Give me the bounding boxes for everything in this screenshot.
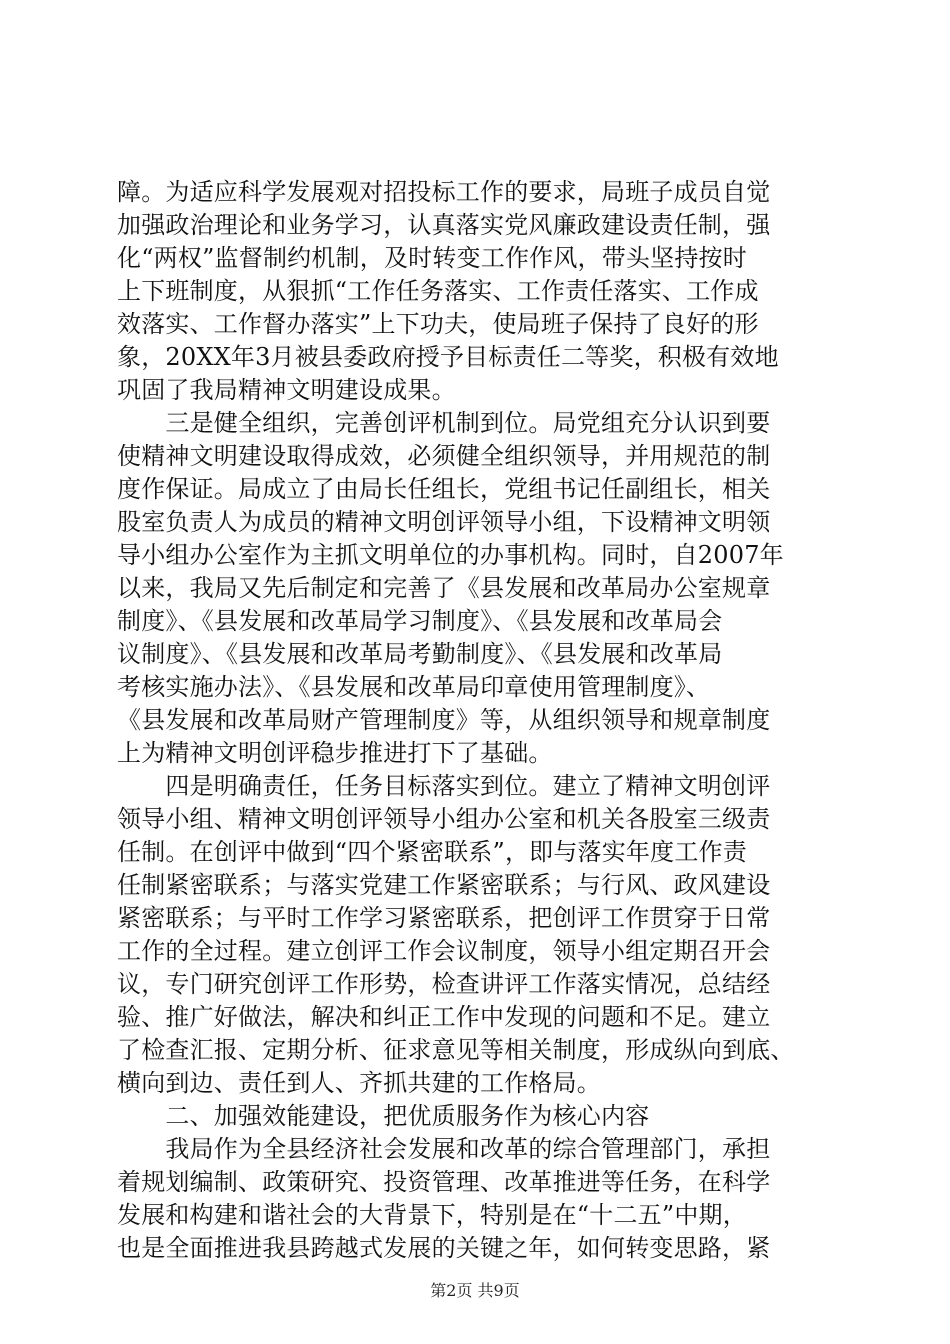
text-line: 任制紧密联系；与落实党建工作紧密联系；与行风、政风建设	[117, 871, 771, 899]
text-line: 了检查汇报、定期分析、征求意见等相关制度，形成纵向到底、	[117, 1036, 795, 1064]
text-line: 度作保证。局成立了由局长任组长，党组书记任副组长，相关	[117, 475, 771, 503]
text-line: 议，专门研究创评工作形势，检查讲评工作落实情况，总结经	[117, 970, 771, 998]
text-line: 紧密联系；与平时工作学习紧密联系，把创评工作贯穿于日常	[117, 904, 771, 932]
text-line: 任制。在创评中做到“四个紧密联系”，即与落实年度工作责	[117, 838, 747, 866]
text-line: 横向到边、责任到人、齐抓共建的工作格局。	[117, 1069, 601, 1097]
text-line: 加强政治理论和业务学习，认真落实党风廉政建设责任制，强	[117, 211, 771, 239]
text-line: 象，20XX年3月被县委政府授予目标责任二等奖，积极有效地	[117, 343, 779, 371]
text-line: 化“两权”监督制约机制，及时转变工作作风，带头坚持按时	[117, 244, 747, 272]
text-line: 以来，我局又先后制定和完善了《县发展和改革局办公室规章	[117, 574, 771, 602]
text-line: 效落实、工作督办落实”上下功夫，使局班子保持了良好的形	[117, 310, 759, 338]
text-line: 验、推广好做法，解决和纠正工作中发现的问题和不足。建立	[117, 1003, 771, 1031]
page-number-footer: 第2页 共9页	[430, 1281, 520, 1300]
text-line: 领导小组、精神文明创评领导小组办公室和机关各股室三级责	[117, 805, 771, 833]
text-line: 使精神文明建设取得成效，必须健全组织领导，并用规范的制	[117, 442, 771, 470]
section-heading-line: 二、加强效能建设，把优质服务作为核心内容	[117, 1102, 650, 1130]
text-line: 《县发展和改革局财产管理制度》等，从组织领导和规章制度	[117, 706, 771, 734]
text-line: 也是全面推进我县跨越式发展的关键之年，如何转变思路，紧	[117, 1234, 771, 1262]
text-line: 障。为适应科学发展观对招投标工作的要求，局班子成员自觉	[117, 178, 771, 206]
paragraph-start-line: 三是健全组织，完善创评机制到位。局党组充分认识到要	[117, 409, 771, 437]
text-line: 导小组办公室作为主抓文明单位的办事机构。同时，自2007年	[117, 541, 784, 569]
text-line: 考核实施办法》、《县发展和改革局印章使用管理制度》、	[117, 673, 711, 701]
text-line: 上为精神文明创评稳步推进打下了基础。	[117, 739, 553, 767]
paragraph-start-line: 四是明确责任，任务目标落实到位。建立了精神文明创评	[117, 772, 771, 800]
text-line: 工作的全过程。建立创评工作会议制度，领导小组定期召开会	[117, 937, 771, 965]
text-line: 股室负责人为成员的精神文明创评领导小组，下设精神文明领	[117, 508, 771, 536]
text-line: 巩固了我局精神文明建设成果。	[117, 376, 456, 404]
text-line: 发展和构建和谐社会的大背景下，特别是在“十二五”中期，	[117, 1201, 747, 1229]
text-line: 议制度》、《县发展和改革局考勤制度》、《县发展和改革局	[117, 640, 723, 668]
text-line: 上下班制度，从狠抓“工作任务落实、工作责任落实、工作成	[117, 277, 759, 305]
text-line: 制度》、《县发展和改革局学习制度》、《县发展和改革局会	[117, 607, 723, 635]
text-line: 着规划编制、政策研究、投资管理、改革推进等任务，在科学	[117, 1168, 771, 1196]
paragraph-start-line: 我局作为全县经济社会发展和改革的综合管理部门，承担	[117, 1135, 771, 1163]
